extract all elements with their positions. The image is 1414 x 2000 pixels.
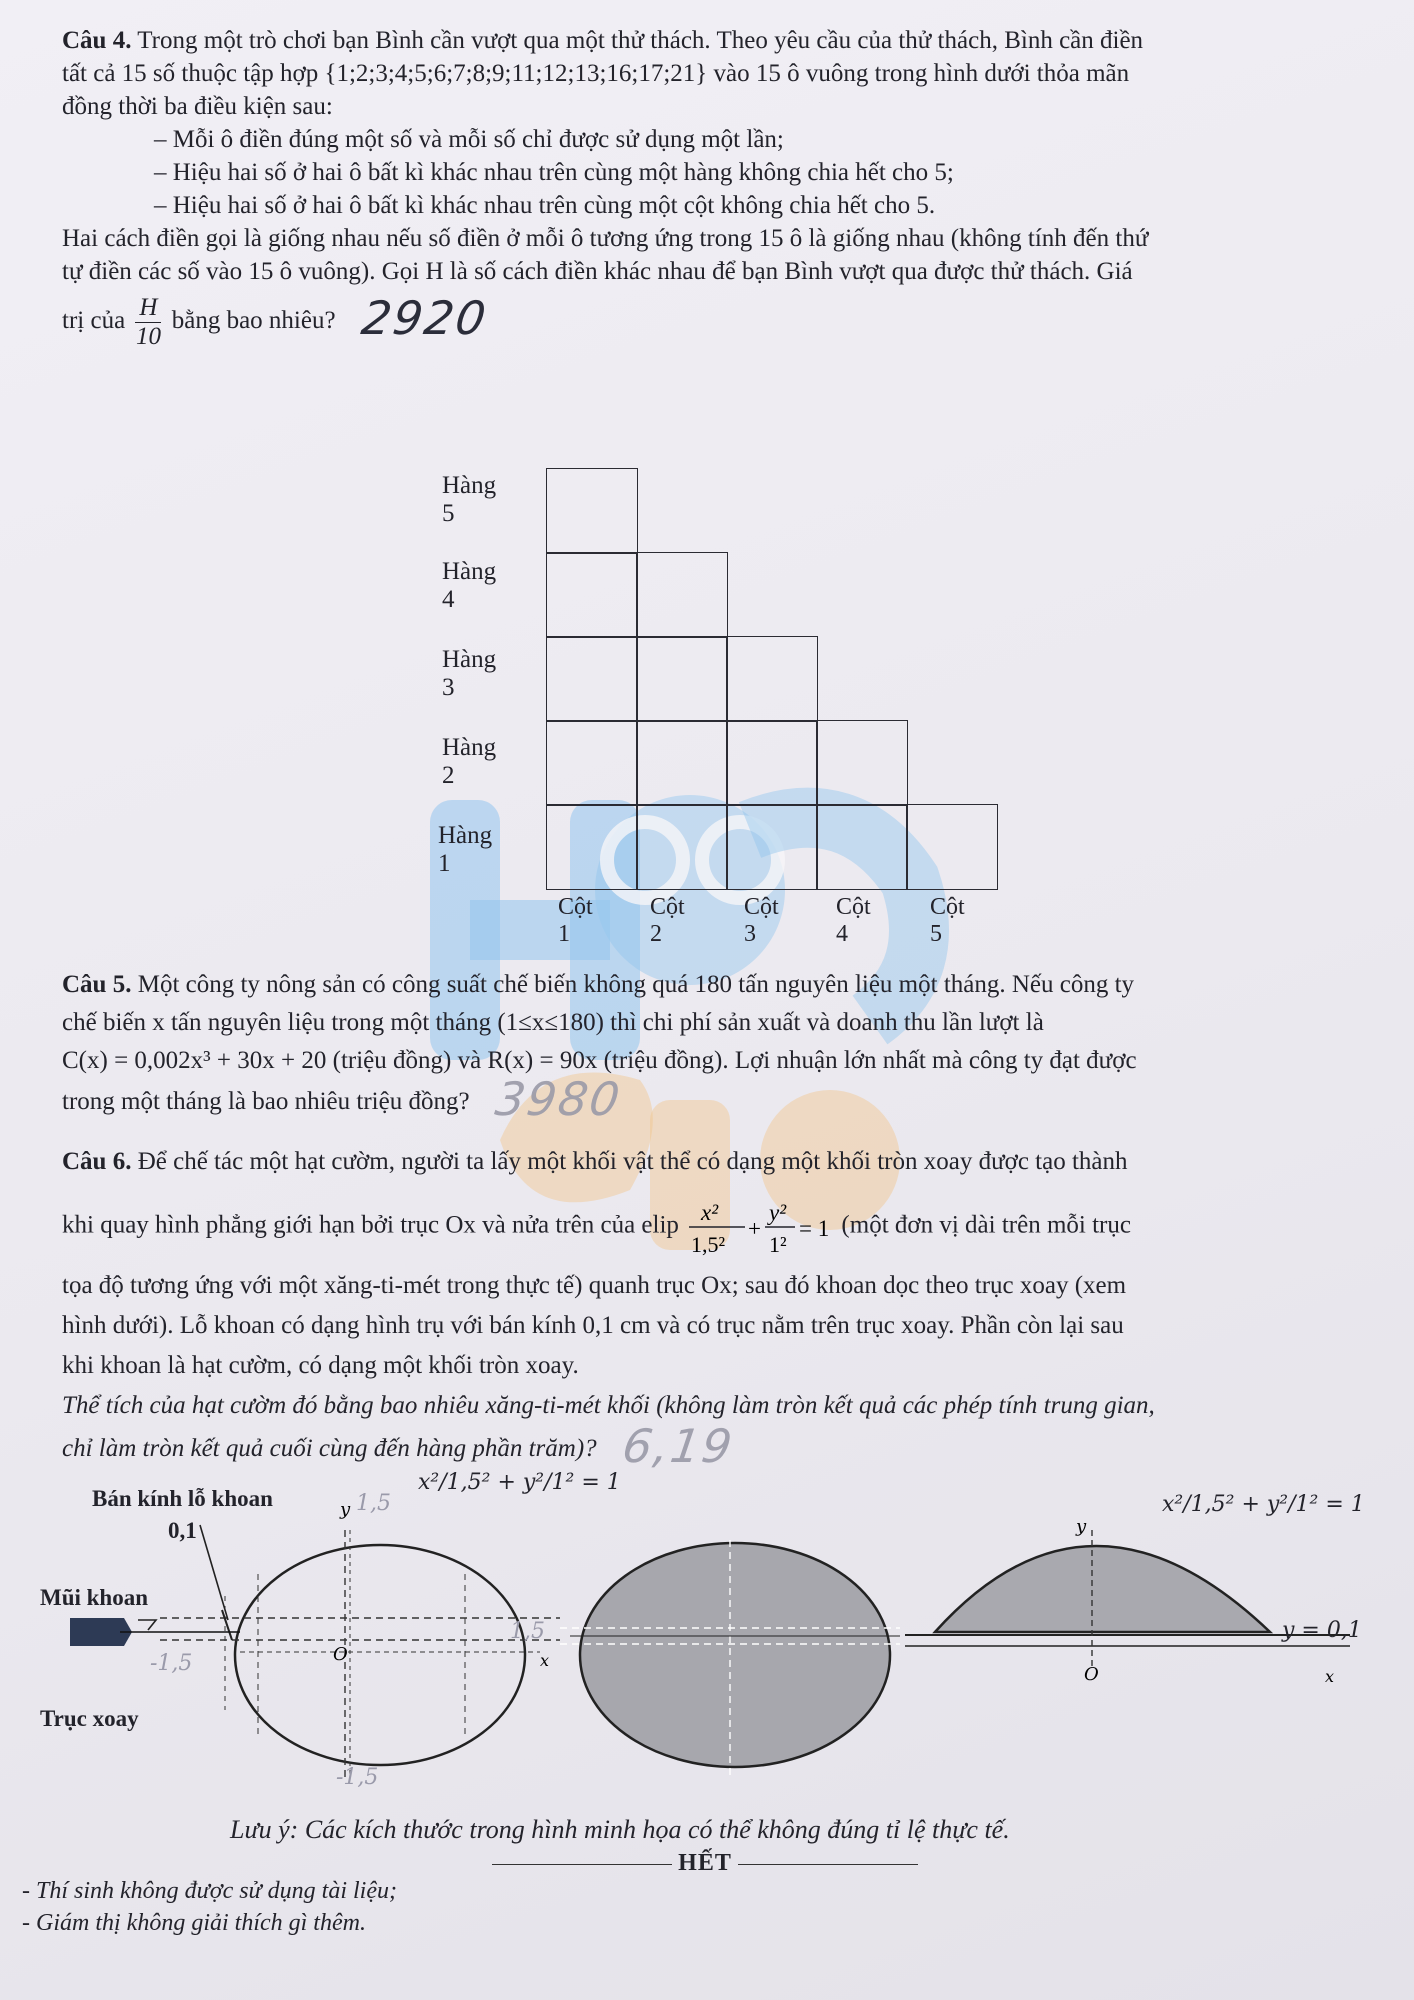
grid-cell (546, 804, 638, 890)
fig-equation-left-text: x²/1,5² + y²/1² = 1 (418, 1470, 621, 1495)
svg-text:+: + (748, 1216, 762, 1241)
q6-label: Câu 6. (62, 1148, 132, 1175)
grid-cell (636, 804, 728, 890)
grid-cell (546, 552, 638, 638)
svg-text:1,5²: 1,5² (691, 1232, 726, 1257)
q5-line4: trong một tháng là bao nhiêu triệu đồng? (62, 1088, 470, 1115)
label-rotation-axis: Trục xoay (40, 1706, 139, 1731)
q6-line2-pre: khi quay hình phẳng giới hạn bởi trục Ox và nửa trên của elip (62, 1211, 679, 1239)
col-label-4: Cột 4 (836, 894, 871, 947)
svg-text:= 1: = 1 (799, 1216, 830, 1241)
row-label-4: Hàng 4 (442, 558, 497, 613)
svg-text:y: y (1076, 1516, 1087, 1537)
svg-text:x²: x² (701, 1200, 719, 1225)
q4-line1: Trong một trò chơi bạn Bình cần vượt qua một thử thách. Theo yêu cầu của thử thách, Bình cần điền (137, 27, 1144, 54)
grid-cell (546, 636, 638, 722)
q4-frac-num: H (135, 294, 161, 323)
q4-line2: tất cả 15 số thuộc tập hợp {1;2;3;4;5;6;7;8;9;11;12;13;16;17;21} vào 15 ô vuông trong hình dưới thỏa mãn (62, 60, 1130, 87)
q4-line3: đồng thời ba điều kiện sau: (62, 93, 333, 120)
fig-equation-right-text: x²/1,5² + y²/1² = 1 (1162, 1492, 1365, 1517)
fig-equation-right (1162, 1492, 1365, 1517)
row-label-5: Hàng 5 (442, 472, 497, 527)
grid-cell (726, 636, 818, 722)
q5-line3: C(x) = 0,002x³ + 30x + 20 (triệu đồng) và R(x) = 90x (triệu đồng). Lợi nhuận lớn nhất mà công ty đạt được (62, 1047, 1137, 1074)
footer-rule-2: - Giám thị không giải thích gì thêm. (22, 1910, 366, 1936)
svg-text:1,5: 1,5 (356, 1491, 391, 1516)
svg-text:1,5: 1,5 (510, 1619, 545, 1644)
svg-text:y²: y² (769, 1200, 787, 1225)
q4-label: Câu 4. (62, 27, 132, 54)
label-drill-bit: Mũi khoan (40, 1585, 149, 1610)
grid-cell (546, 468, 638, 554)
q6-line2-post: (một đơn vị dài trên mỗi trục (841, 1211, 1131, 1239)
figure-note: Lưu ý: Các kích thước trong hình minh họa có thể không đúng tỉ lệ thực tế. (230, 1815, 1010, 1844)
q4-cond1: – Mỗi ô điền đúng một số và mỗi số chỉ được sử dụng một lần; (154, 126, 784, 153)
svg-text:O: O (333, 1644, 348, 1665)
grid-cell (816, 720, 908, 806)
q4-line6-pre: trị của (62, 307, 126, 335)
svg-text:-1,5: -1,5 (336, 1765, 379, 1790)
grid-cell (906, 804, 998, 890)
q5-label: Câu 5. (62, 971, 132, 998)
q5-handwritten-answer: 3980 (492, 1072, 625, 1126)
grid-cell (636, 636, 728, 722)
grid-cell (546, 720, 638, 806)
q4-line6-post: bằng bao nhiêu? (171, 307, 336, 335)
q5-line2: chế biến x tấn nguyên liệu trong một tháng (1≤x≤180) thì chi phí sản xuất và doanh thu lần lượt là (62, 1009, 1044, 1036)
row-label-2: Hàng 2 (442, 734, 497, 789)
q4-cond2: – Hiệu hai số ở hai ô bất kì khác nhau trên cùng một hàng không chia hết cho 5; (154, 159, 954, 186)
col-label-5: Cột 5 (930, 894, 965, 947)
svg-text:x: x (1325, 1667, 1335, 1686)
solid-ellipsoid (560, 1540, 900, 1775)
grid-cell (636, 720, 728, 806)
drilled-ellipsoid (70, 1491, 560, 1790)
grid-cell (726, 804, 818, 890)
col-label-1: Cột 1 (558, 894, 593, 947)
end-marker: HẾT (470, 1850, 940, 1877)
fig-equation-left (418, 1470, 621, 1495)
q6-handwritten-answer: 6,19 (619, 1419, 738, 1473)
q4-fraction (135, 294, 161, 351)
q6-line4: hình dưới). Lỗ khoan có dạng hình trụ với bán kính 0,1 cm và có trục nằm trên trục xoay. Phần còn lại sau (62, 1312, 1124, 1339)
q6-line3: tọa độ tương ứng với một xăng-ti-mét trong thực tế) quanh trục Ox; sau đó khoan dọc theo trục xoay (xem (62, 1272, 1127, 1299)
ellipse-equation (685, 1194, 835, 1260)
q6-line6: Thể tích của hạt cườm đó bằng bao nhiêu xăng-ti-mét khối (không làm tròn kết quả các phép tính trung gian, (62, 1392, 1155, 1419)
question-5 (62, 966, 1382, 1126)
q4-handwritten-answer: 2920 (358, 291, 491, 346)
bead-figure (0, 1470, 1414, 1800)
q4-line5: tự điền các số vào 15 ô vuông). Gọi H là số cách điền khác nhau để bạn Bình vượt qua được thử thách. Giá (62, 258, 1133, 285)
svg-text:-1,5: -1,5 (150, 1651, 193, 1676)
label-line-y: y = 0,1 (1282, 1618, 1362, 1643)
q4-line4: Hai cách điền gọi là giống nhau nếu số điền ở mỗi ô tương ứng trong 15 ô là giống nhau (không tính đến thứ (62, 225, 1149, 252)
q6-line1: Để chế tác một hạt cườm, người ta lấy một khối vật thể có dạng một khối tròn xoay được tạo thành (137, 1148, 1128, 1175)
half-ellipse-section (905, 1516, 1350, 1686)
q4-frac-den: 10 (135, 323, 161, 350)
svg-text:x: x (540, 1651, 550, 1670)
label-drill-radius: Bán kính lỗ khoan (92, 1486, 273, 1511)
q4-cond3: – Hiệu hai số ở hai ô bất kì khác nhau trên cùng một cột không chia hết cho 5. (154, 192, 936, 219)
question-6 (62, 1142, 1382, 1473)
q6-line7: chỉ làm tròn kết quả cuối cùng đến hàng phần trăm)? (62, 1435, 597, 1462)
question-4 (62, 24, 1382, 351)
grid-cell (636, 552, 728, 638)
q5-line1: Một công ty nông sản có công suất chế biến không quá 180 tấn nguyên liệu một tháng. Nếu công ty (137, 971, 1135, 998)
row-label-1: Hàng 1 (438, 822, 493, 877)
svg-text:O: O (1084, 1664, 1099, 1685)
q6-line5: khi khoan là hạt cườm, có dạng một khối tròn xoay. (62, 1352, 579, 1379)
grid-cell (726, 720, 818, 806)
label-drill-radius-value: 0,1 (168, 1518, 197, 1543)
col-label-3: Cột 3 (744, 894, 779, 947)
svg-text:y: y (340, 1499, 351, 1520)
grid-cell (816, 804, 908, 890)
footer-rule-1: - Thí sinh không được sử dụng tài liệu; (22, 1878, 397, 1904)
row-label-3: Hàng 3 (442, 646, 497, 701)
svg-text:1²: 1² (769, 1232, 787, 1257)
col-label-2: Cột 2 (650, 894, 685, 947)
